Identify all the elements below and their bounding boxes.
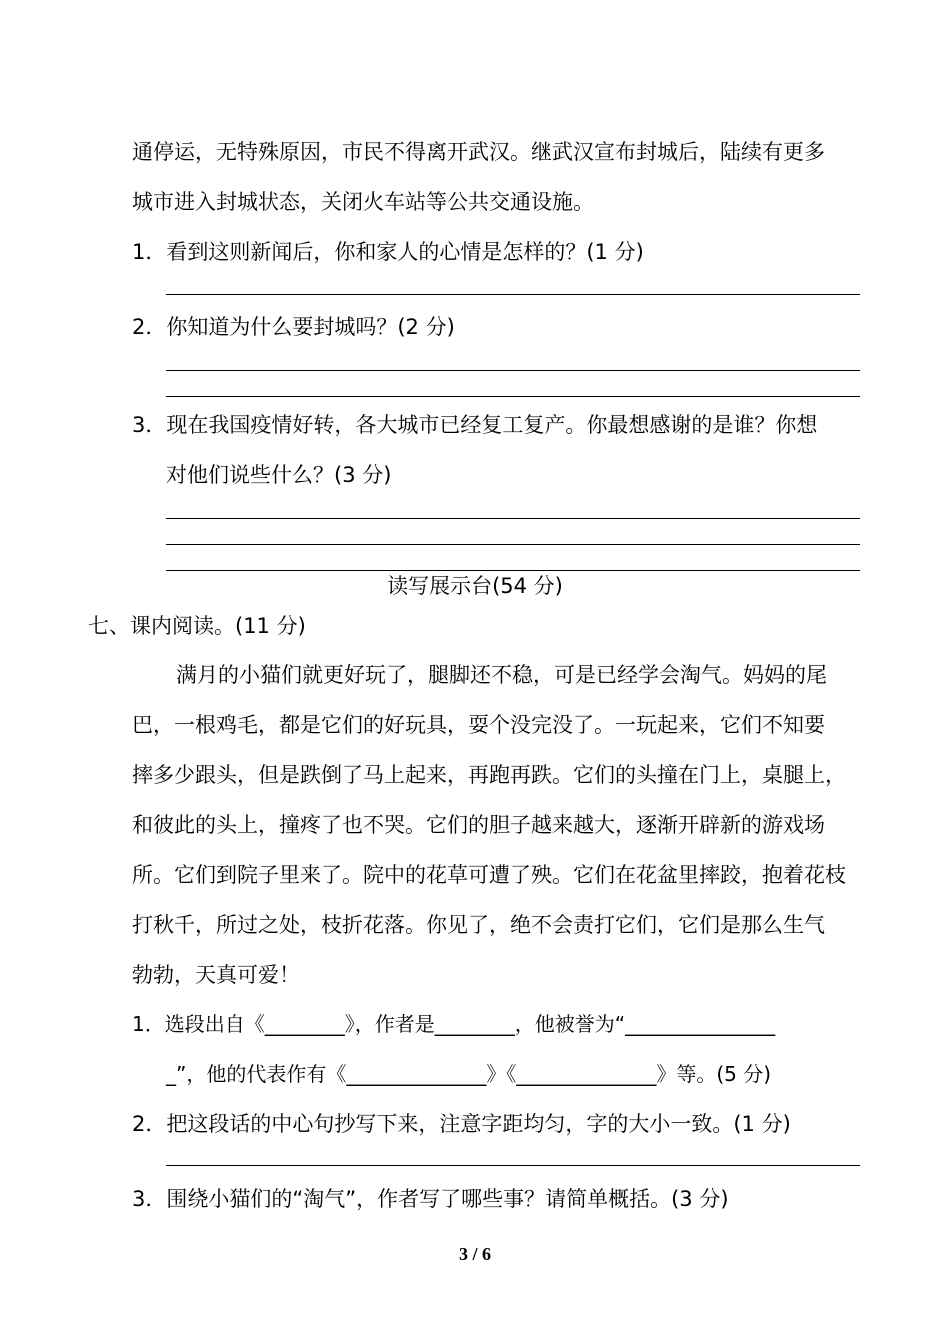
answer-line[interactable] — [166, 370, 860, 371]
question-1: 1．看到这则新闻后，你和家人的心情是怎样的？(1 分) — [132, 240, 644, 264]
section-heading: 七、课内阅读。(11 分) — [88, 614, 306, 638]
answer-line[interactable] — [166, 396, 860, 397]
passage-line: 所。它们到院子里来了。院中的花草可遭了殃。它们在花盆里摔跤，抱着花枝 — [132, 863, 846, 887]
passage-line: 勃勃，天真可爱！ — [132, 963, 300, 987]
passage-line: 打秋千，所过之处，枝折花落。你见了，绝不会责打它们，它们是那么生气 — [132, 913, 825, 937]
answer-line[interactable] — [166, 1165, 860, 1166]
answer-line[interactable] — [166, 544, 860, 545]
passage-line: 摔多少跟头，但是跌倒了马上起来，再跑再跌。它们的头撞在门上，桌腿上， — [132, 763, 846, 787]
question-3: 3．围绕小猫们的“淘气”，作者写了哪些事？请简单概括。(3 分) — [132, 1187, 729, 1211]
answer-line[interactable] — [166, 570, 860, 571]
total-pages: 6 — [482, 1244, 491, 1264]
answer-line[interactable] — [166, 518, 860, 519]
passage-line: 城市进入封城状态，关闭火车站等公共交通设施。 — [132, 190, 594, 214]
question-1-continued: _”，他的代表作有《______________》《______________》等。(5 分) — [166, 1062, 772, 1086]
page-number — [0, 1244, 950, 1265]
part-title: 读写展示台(54 分) — [387, 574, 563, 598]
answer-line[interactable] — [166, 294, 860, 295]
passage-line: 通停运，无特殊原因，市民不得离开武汉。继武汉宣布封城后，陆续有更多 — [132, 140, 825, 164]
question-3: 3．现在我国疫情好转，各大城市已经复工复产。你最想感谢的是谁？你想 — [132, 413, 818, 437]
current-page: 3 — [458, 1244, 468, 1264]
question-3-continued: 对他们说些什么？(3 分) — [166, 463, 392, 487]
passage-line: 巴，一根鸡毛，都是它们的好玩具，耍个没完没了。一玩起来，它们不知要 — [132, 713, 825, 737]
page-separator: / — [467, 1244, 482, 1264]
question-2: 2．你知道为什么要封城吗？(2 分) — [132, 315, 455, 339]
passage-line: 和彼此的头上，撞疼了也不哭。它们的胆子越来越大，逐渐开辟新的游戏场 — [132, 813, 825, 837]
question-2: 2．把这段话的中心句抄写下来，注意字距均匀，字的大小一致。(1 分) — [132, 1112, 791, 1136]
passage-line: 满月的小猫们就更好玩了，腿脚还不稳，可是已经学会淘气。妈妈的尾 — [176, 663, 827, 687]
question-1: 1．选段出自《________》，作者是________，他被誉为“_______________ — [132, 1012, 776, 1036]
